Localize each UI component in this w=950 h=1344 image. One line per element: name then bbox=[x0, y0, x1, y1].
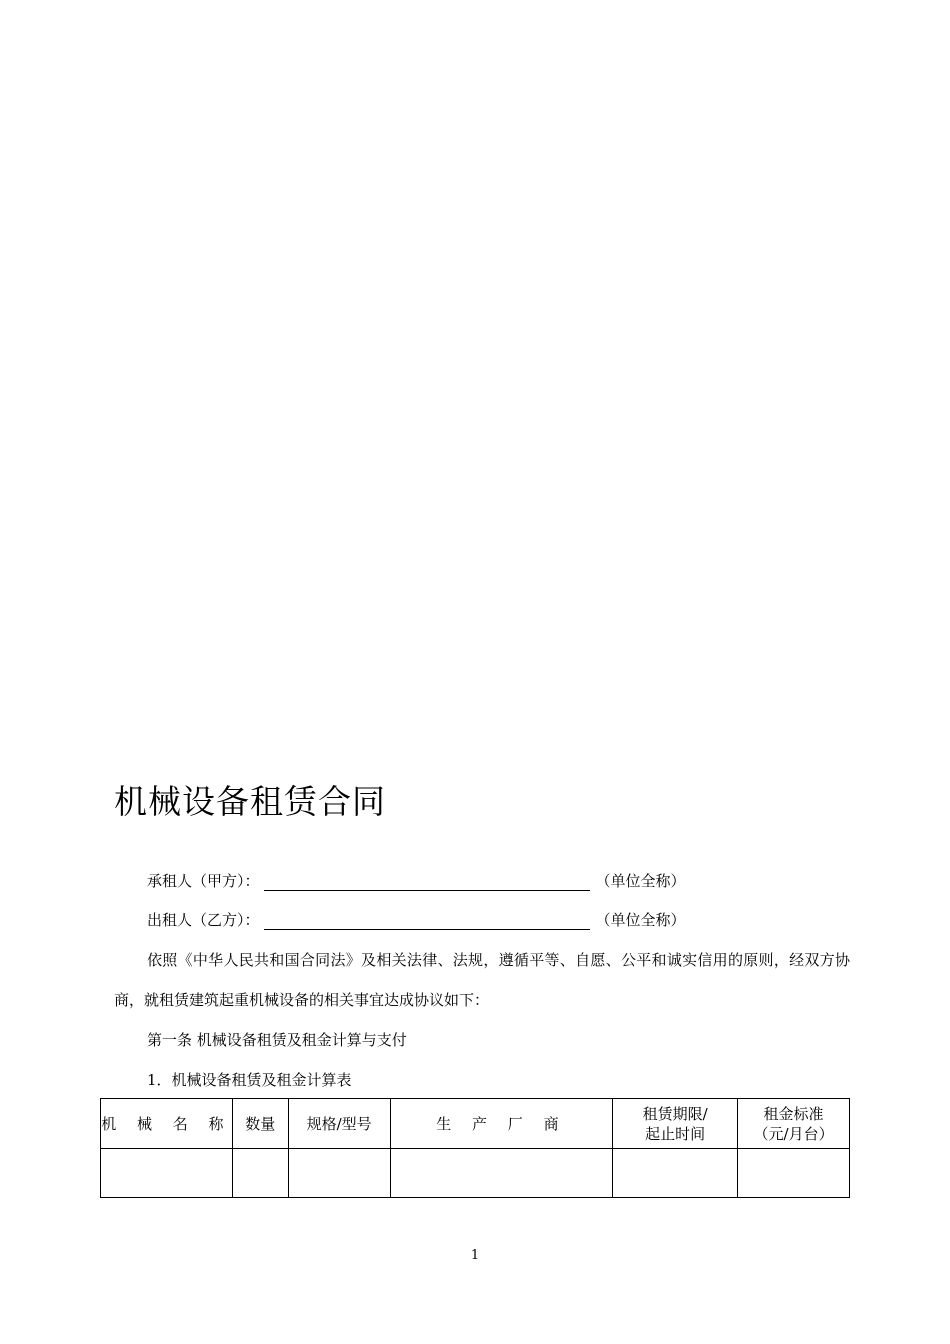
lessor-label: 出租人（乙方）： bbox=[147, 911, 260, 929]
cell-manufacturer[interactable] bbox=[390, 1149, 613, 1198]
header-rent-standard-line1: 租金标准 bbox=[763, 1104, 824, 1123]
article-1-heading: 第一条 机械设备租赁及租金计算与支付 bbox=[147, 1031, 407, 1049]
header-lease-period bbox=[613, 1099, 738, 1149]
header-machine-name bbox=[101, 1099, 233, 1149]
header-rent-standard bbox=[738, 1099, 850, 1149]
cell-rent-standard[interactable] bbox=[738, 1149, 850, 1198]
preamble-paragraph: 依照《中华人民共和国合同法》及相关法律、法规，遵循平等、自愿、公平和诚实信用的原则，经双方协商，就租赁建筑起重机械设备的相关事宜达成协议如下： bbox=[114, 951, 850, 1009]
lessee-name-blank[interactable] bbox=[264, 872, 590, 891]
lessee-label: 承租人（甲方）： bbox=[147, 872, 260, 890]
lessee-suffix: （单位全称） bbox=[595, 872, 686, 890]
cell-quantity[interactable] bbox=[232, 1149, 288, 1198]
cell-spec-model[interactable] bbox=[288, 1149, 390, 1198]
header-quantity: 数量 bbox=[232, 1099, 288, 1149]
header-machine-name-text: 机 械 名 称 bbox=[101, 1114, 232, 1133]
lessee-line bbox=[147, 871, 686, 891]
cell-lease-period[interactable] bbox=[613, 1149, 738, 1198]
header-spec-model: 规格/型号 bbox=[288, 1099, 390, 1149]
lessor-name-blank[interactable] bbox=[264, 911, 590, 930]
lessor-line bbox=[147, 910, 686, 930]
header-lease-period-line2: 起止时间 bbox=[645, 1124, 706, 1143]
page-number: 1 bbox=[470, 1248, 480, 1263]
header-manufacturer bbox=[390, 1099, 613, 1149]
header-lease-period-line1: 租赁期限/ bbox=[642, 1104, 708, 1123]
document-title: 机械设备租赁合同 bbox=[114, 782, 386, 821]
rental-calculation-table bbox=[100, 1098, 850, 1198]
section-1-heading: 1．机械设备租赁及租金计算表 bbox=[147, 1071, 352, 1089]
table-header-row bbox=[101, 1099, 850, 1149]
header-rent-standard-line2: （元/月台） bbox=[753, 1124, 834, 1143]
table-row bbox=[101, 1149, 850, 1198]
header-manufacturer-text: 生 产 厂 商 bbox=[436, 1114, 567, 1133]
lessor-suffix: （单位全称） bbox=[595, 911, 686, 929]
cell-machine-name[interactable] bbox=[101, 1149, 233, 1198]
